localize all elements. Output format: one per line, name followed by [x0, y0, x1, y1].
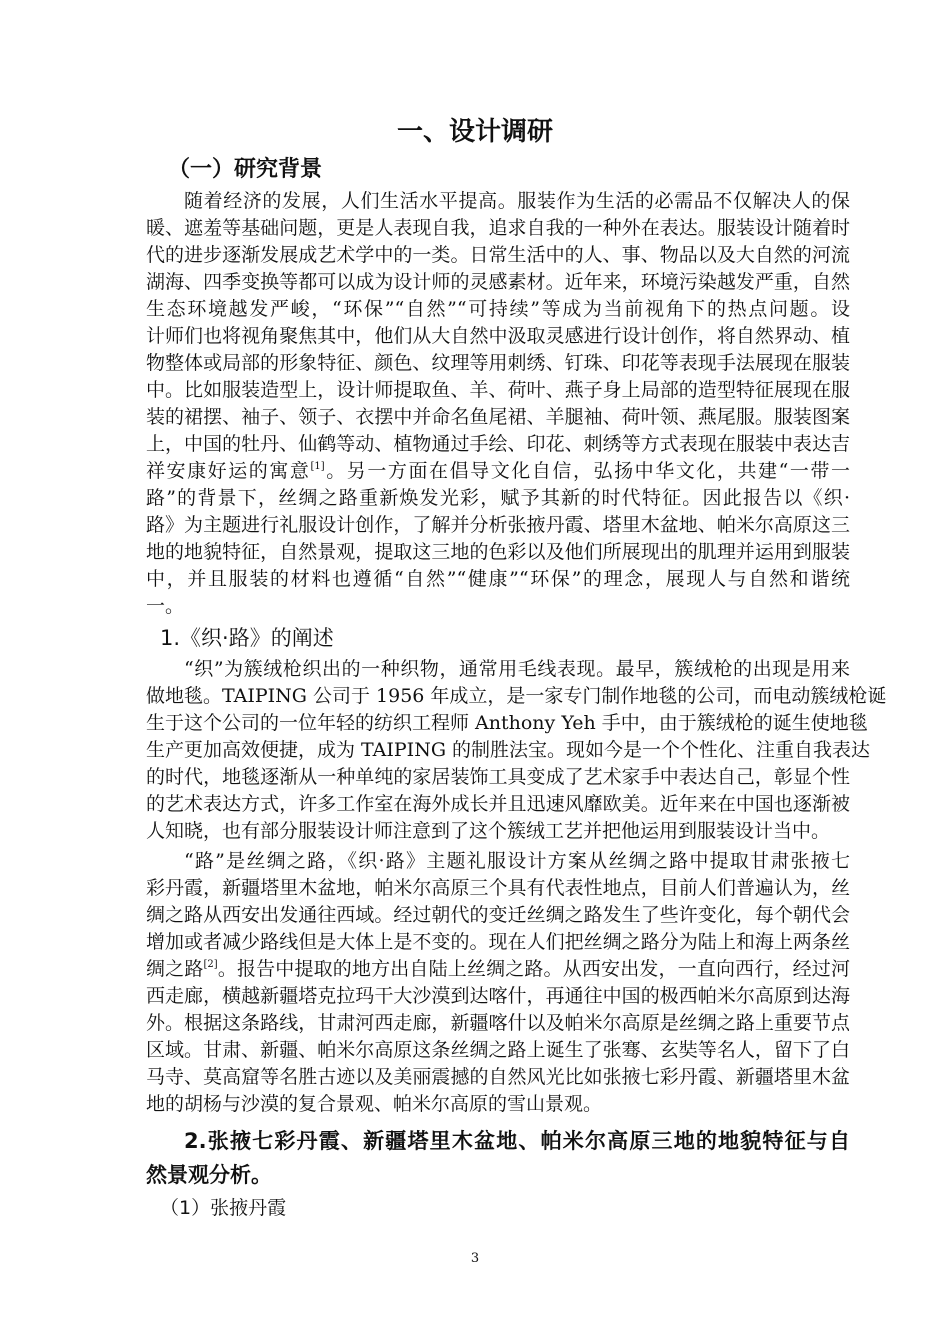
text-line: 人知晓，也有部分服装设计师注意到了这个簇绒工艺并把他运用到服装设计当中。	[146, 820, 831, 842]
text-line: 外。根据这条路线，甘肃河西走廊，新疆喀什以及帕米尔高原是丝绸之路上重要节点	[146, 1012, 850, 1034]
text-line: “织”为簇绒枪织出的一种织物，通常用毛线表现。最早，簇绒枪的出现是用来	[184, 658, 850, 680]
text-line: 做地毯。TAIPING 公司于 1956 年成立，是一家专门制作地毯的公司，而电动簇绒枪诞	[146, 685, 887, 707]
text-line: 路》为主题进行礼服设计创作，了解并分析张掖丹霞、塔里木盆地、帕米尔高原这三	[146, 514, 850, 536]
paragraph-research-background	[146, 188, 850, 620]
text-line: 的时代，地毯逐渐从一种单纯的家居装饰工具变成了艺术家手中表达自己，彰显个性	[146, 766, 850, 788]
text-segment: 绸之路	[146, 958, 204, 980]
paragraph-zhi	[146, 656, 887, 845]
text-line: 路”的背景下，丝绸之路重新焕发光彩，赋予其新的时代特征。因此报告以《织·	[146, 487, 850, 509]
text-line: 湖海、四季变换等都可以成为设计师的灵感素材。近年来，环境污染越发严重，自然	[146, 271, 850, 293]
heading-line: 然景观分析。	[146, 1163, 272, 1187]
subheading-zhangye-danxia: （1）张掖丹霞	[160, 1197, 287, 1219]
text-line: 中。比如服装造型上，设计师提取鱼、羊、荷叶、燕子身上局部的造型特征展现在服	[146, 379, 850, 401]
page-title: 一、设计调研	[396, 117, 553, 147]
subsection-heading-zhilu: 1.《织·路》的阐述	[160, 626, 334, 650]
text-line: 装的裙摆、袖子、领子、衣摆中并命名鱼尾裙、羊腿袖、荷叶领、燕尾服。服装图案	[146, 406, 850, 428]
text-line: 计师们也将视角聚焦其中，他们从大自然中汲取灵感进行设计创作，将自然界动、植	[146, 325, 850, 347]
text-line: “路”是丝绸之路，《织·路》主题礼服设计方案从丝绸之路中提取甘肃张掖七	[184, 850, 850, 872]
paragraph-lu	[146, 848, 850, 1118]
text-line: 上，中国的牡丹、仙鹤等动、植物通过手绘、印花、刺绣等方式表现在服装中表达吉	[146, 433, 850, 455]
section-heading-research-background: （一）研究背景	[168, 157, 323, 182]
text-segment: 祥安康好运的寓意	[146, 460, 311, 482]
heading-line: 2.张掖七彩丹霞、新疆塔里木盆地、帕米尔高原三地的地貌特征与自	[184, 1129, 850, 1153]
text-line: 代的进步逐渐发展成艺术学中的一类。日常生活中的人、事、物品以及大自然的河流	[146, 244, 850, 266]
text-line: 增加或者减少路线但是大体上是不变的。现在人们把丝绸之路分为陆上和海上两条丝	[146, 931, 850, 953]
text-line: 西走廊，横越新疆塔克拉玛干大沙漠到达喀什，再通往中国的极西帕米尔高原到达海	[146, 985, 850, 1007]
text-line: 绸之路从西安出发通往西域。经过朝代的变迁丝绸之路发生了些许变化，每个朝代会	[146, 904, 850, 926]
text-line	[146, 956, 850, 983]
text-line: 生产更加高效便捷，成为 TAIPING 的制胜法宝。现如今是一个个性化、注重自我表达	[146, 739, 871, 761]
text-line: 生态环境越发严峻，“环保”“自然”“可持续”等成为当前视角下的热点问题。设	[146, 298, 850, 320]
text-line: 马寺、莫高窟等名胜古迹以及美丽震撼的自然风光比如张掖七彩丹霞、新疆塔里木盆	[146, 1066, 850, 1088]
text-line: 地的胡杨与沙漠的复合景观、帕米尔高原的雪山景观。	[146, 1093, 603, 1115]
text-line: 一。	[146, 595, 185, 617]
text-line: 区域。甘肃、新疆、帕米尔高原这条丝绸之路上诞生了张骞、玄奘等名人，留下了白	[146, 1039, 850, 1061]
citation-superscript: [2]	[203, 959, 218, 970]
text-segment: 。另一方面在倡导文化自信，弘扬中华文化，共建“一带一	[324, 460, 850, 482]
text-line: 彩丹霞，新疆塔里木盆地，帕米尔高原三个具有代表性地点，目前人们普遍认为，丝	[146, 877, 850, 899]
text-line: 暖、遮羞等基础问题，更是人表现自我，追求自我的一种外在表达。服装设计随着时	[146, 217, 850, 239]
text-line: 随着经济的发展，人们生活水平提高。服装作为生活的必需品不仅解决人的保	[184, 190, 850, 212]
page-number: 3	[470, 1251, 480, 1266]
text-segment: 。报告中提取的地方出自陆上丝绸之路。从西安出发，一直向西行，经过河	[217, 958, 850, 980]
subsection-heading-landform-analysis	[146, 1124, 850, 1192]
text-line: 物整体或局部的形象特征、颜色、纹理等用刺绣、钉珠、印花等表现手法展现在服装	[146, 352, 850, 374]
citation-superscript: [1]	[310, 461, 325, 472]
text-line: 的艺术表达方式，许多工作室在海外成长并且迅速风靡欧美。近年来在中国也逐渐被	[146, 793, 850, 815]
text-line	[146, 458, 850, 485]
text-line: 生于这个公司的一位年轻的纺织工程师 Anthony Yeh 手中，由于簇绒枪的诞生使地毯	[146, 712, 868, 734]
text-line: 中，并且服装的材料也遵循“自然”“健康”“环保”的理念，展现人与自然和谐统	[146, 568, 850, 590]
text-line: 地的地貌特征，自然景观，提取这三地的色彩以及他们所展现出的肌理并运用到服装	[146, 541, 850, 563]
